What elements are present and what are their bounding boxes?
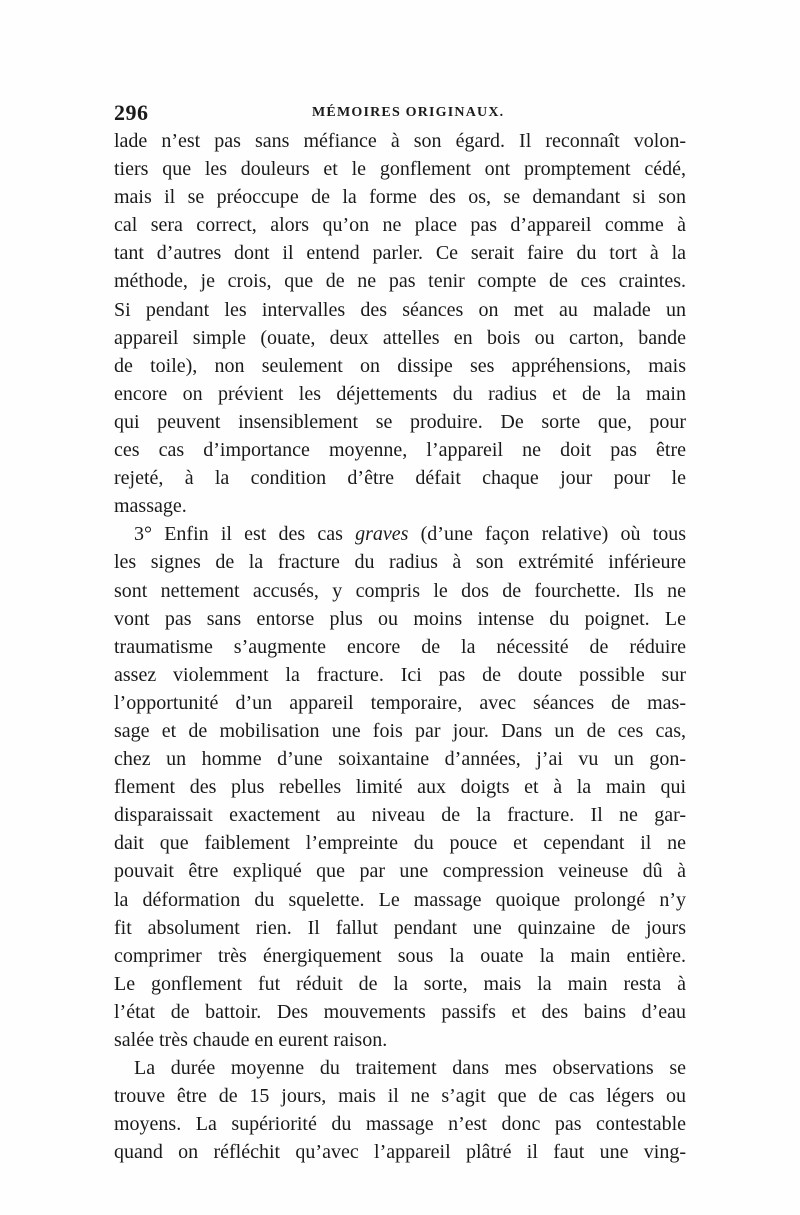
running-head: MÉMOIRES ORIGINAUX. <box>312 105 505 120</box>
text-line: cal sera correct, alors qu’on ne place pas d’appareil comme à <box>114 214 686 237</box>
text-line: pouvait être expliqué que par une compression veineuse dû à <box>114 860 686 883</box>
text-line: dait que faiblement l’empreinte du pouce et cependant il ne <box>114 832 686 855</box>
text-line: sont nettement accusés, y compris le dos de fourchette. Ils ne <box>114 579 686 602</box>
text-line: salée très chaude en eurent raison. <box>114 1029 388 1051</box>
text-line: moyens. La supériorité du massage n’est donc pas contestable <box>114 1113 686 1136</box>
text-line: ces cas d’importance moyenne, l’appareil ne doit pas être <box>114 439 686 462</box>
text-line: l’opportunité d’un appareil temporaire, avec séances de mas- <box>114 691 686 714</box>
italic-word: graves <box>355 523 409 546</box>
text-line: l’état de battoir. Des mouvements passifs et des bains d’eau <box>114 1000 686 1023</box>
text-line: la déformation du squelette. Le massage quoique prolongé n’y <box>114 888 686 911</box>
text-line: flement des plus rebelles limité aux doigts et à la main qui <box>114 776 686 799</box>
text-line-paragraph-start: La durée moyenne du traitement dans mes observations se <box>134 1057 686 1080</box>
text-line: vont pas sans entorse plus ou moins intense du poignet. Le <box>114 607 686 630</box>
text-line: rejeté, à la condition d’être défait chaque jour pour le <box>114 467 686 490</box>
text-line: sage et de mobilisation une fois par jour. Dans un de ces cas, <box>114 719 686 742</box>
text-line: encore on prévient les déjettements du radius et de la main <box>114 382 686 405</box>
text-fragment: (d’une façon relative) où tous <box>408 523 686 546</box>
text-line: assez violemment la fracture. Ici pas de doute possible sur <box>114 663 686 686</box>
text-line: traumatisme s’augmente encore de la nécessité de réduire <box>114 635 686 658</box>
text-line: les signes de la fracture du radius à son extrémité inférieure <box>114 551 686 574</box>
page-number: 296 <box>114 100 149 125</box>
text-line: de toile), non seulement on dissipe ses appréhensions, mais <box>114 354 686 377</box>
text-line: Si pendant les intervalles des séances on met au malade un <box>114 298 686 321</box>
text-line: mais il se préoccupe de la forme des os, se demandant si son <box>114 186 686 209</box>
text-line: méthode, je crois, que de ne pas tenir compte de ces craintes. <box>114 270 686 293</box>
text-line: comprimer très énergiquement sous la ouate la main entière. <box>114 944 686 967</box>
text-line: disparaissait exactement au niveau de la fracture. Il ne gar- <box>114 804 686 827</box>
text-line: appareil simple (ouate, deux attelles en bois ou carton, bande <box>114 326 686 349</box>
page-header <box>114 100 686 124</box>
text-line: qui peuvent insensiblement se produire. De sorte que, pour <box>114 410 686 433</box>
text-line: tiers que les douleurs et le gonflement ont promptement cédé, <box>114 158 686 181</box>
text-line: tant d’autres dont il entend parler. Ce serait faire du tort à la <box>114 242 686 265</box>
text-line: massage. <box>114 495 187 518</box>
text-line: Le gonflement fut réduit de la sorte, mais la main resta à <box>114 972 686 995</box>
text-line: fit absolument rien. Il fallut pendant une quinzaine de jours <box>114 916 686 939</box>
body-text <box>114 127 686 1166</box>
text-fragment: 3° Enfin il est des cas <box>134 523 356 546</box>
text-line: lade n’est pas sans méfiance à son égard. Il reconnaît volon- <box>114 130 686 152</box>
text-line-paragraph-start <box>114 520 686 548</box>
text-line: chez un homme d’une soixantaine d’années, j’ai vu un gon- <box>114 748 686 771</box>
text-line: trouve être de 15 jours, mais il ne s’agit que de cas légers ou <box>114 1085 686 1108</box>
text-line: quand on réfléchit qu’avec l’appareil plâtré il faut une ving- <box>114 1141 686 1164</box>
